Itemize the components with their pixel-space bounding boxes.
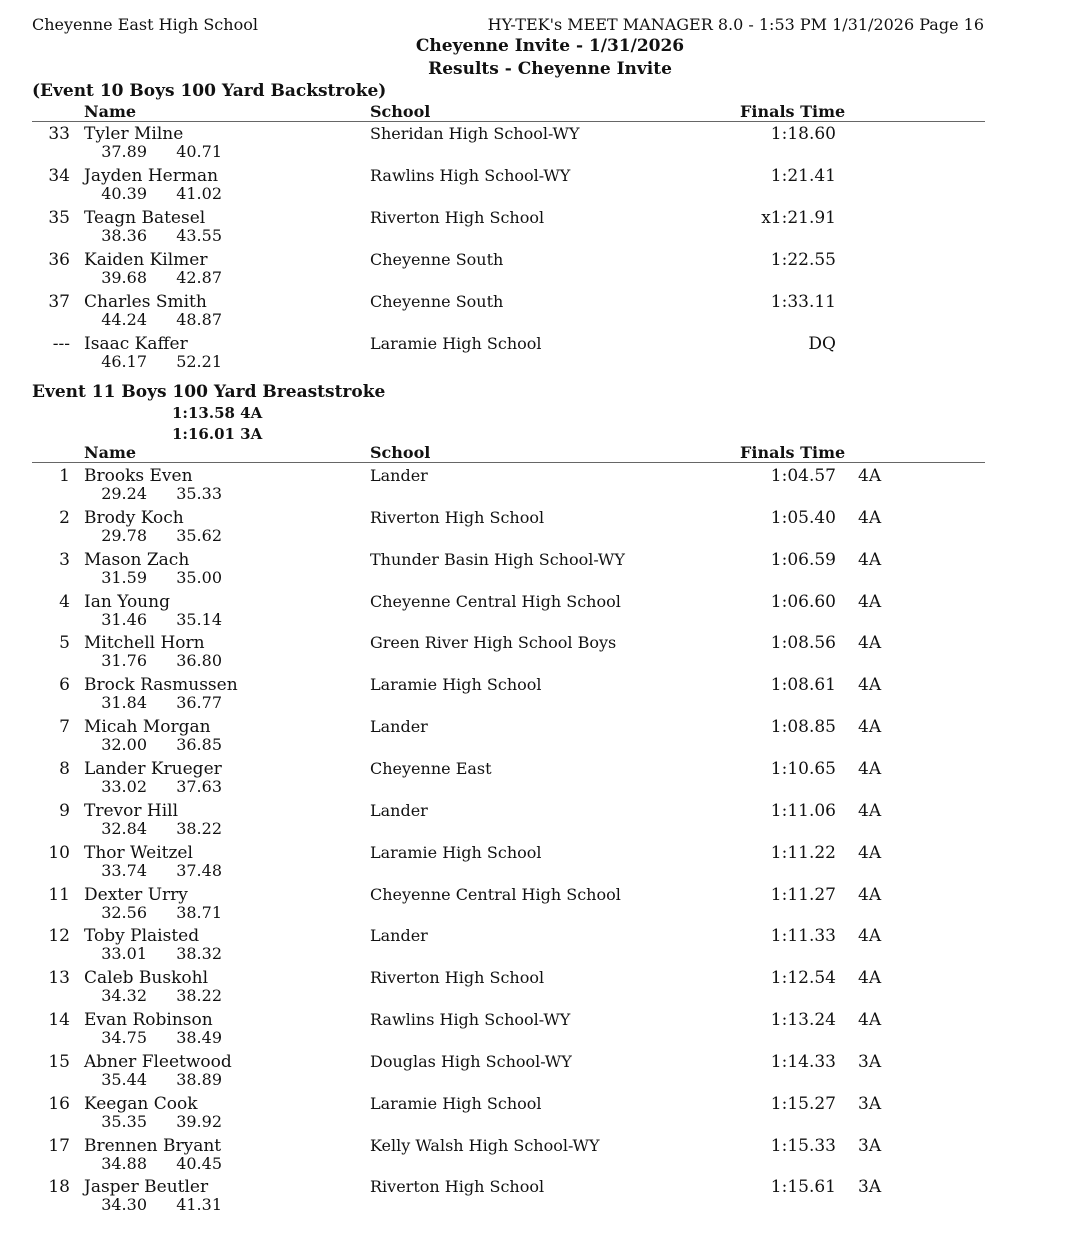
finals-time: 1:06.59 (770, 549, 836, 570)
result-row (0, 249, 1080, 291)
split-2: 35.62 (176, 525, 222, 545)
finals-time: 1:08.85 (770, 717, 836, 738)
column-school: School (370, 443, 431, 462)
split-2: 38.49 (176, 1028, 222, 1048)
result-row (0, 549, 1080, 591)
place-number: 3 (59, 549, 70, 570)
finals-time: 1:11.06 (770, 800, 836, 821)
column-finals-time: Finals Time (740, 443, 846, 462)
place-number: 35 (48, 207, 70, 228)
school-name: Cheyenne Central High School (370, 591, 621, 611)
school-name: Laramie High School (370, 1093, 542, 1113)
class-qualifier: 4A (858, 968, 882, 989)
school-name: Laramie High School (370, 333, 542, 353)
split-2: 39.92 (176, 1111, 222, 1131)
split-1: 37.89 (101, 142, 147, 161)
split-2: 48.87 (176, 309, 222, 329)
school-name: Green River High School Boys (370, 633, 617, 653)
split-2: 38.22 (176, 986, 222, 1006)
swimmer-name: Keegan Cook (84, 1093, 198, 1114)
split-1: 31.76 (101, 651, 147, 671)
place-number: 7 (59, 717, 70, 738)
event-11-title: Event 11 Boys 100 Yard Breaststroke (32, 382, 386, 402)
event-10-title: (Event 10 Boys 100 Yard Backstroke) (32, 81, 387, 101)
split-1: 31.84 (101, 693, 147, 713)
school-name: Riverton High School (370, 1177, 545, 1197)
swimmer-name: Brock Rasmussen (84, 675, 238, 696)
header-right: HY-TEK's MEET MANAGER 8.0 - 1:53 PM 1/31/2026 Page 16 (487, 15, 984, 34)
result-row (0, 465, 1080, 507)
class-qualifier: 4A (858, 507, 882, 528)
column-finals-time: Finals Time (740, 102, 846, 121)
event-10-column-headers (32, 103, 985, 122)
split-1: 35.44 (101, 1069, 147, 1089)
finals-time: 1:15.33 (770, 1135, 836, 1156)
place-number: 6 (59, 675, 70, 696)
place-number: 33 (48, 124, 70, 144)
split-1: 34.75 (101, 1028, 147, 1048)
swimmer-name: Thor Weitzel (84, 842, 193, 863)
place-number: 13 (48, 968, 70, 989)
split-2: 52.21 (176, 351, 222, 371)
class-qualifier: 4A (858, 675, 882, 696)
column-name: Name (84, 102, 137, 121)
school-name: Thunder Basin High School-WY (370, 549, 625, 569)
finals-time: 1:05.40 (770, 507, 836, 528)
swimmer-name: Brooks Even (84, 466, 193, 486)
finals-time: 1:18.60 (770, 124, 836, 144)
finals-time: 1:22.55 (770, 249, 836, 270)
swimmer-name: Mitchell Horn (84, 633, 205, 654)
column-name: Name (84, 443, 137, 462)
split-2: 41.31 (176, 1195, 222, 1215)
result-row (0, 165, 1080, 207)
result-row (0, 884, 1080, 926)
split-1: 31.46 (101, 609, 147, 629)
class-qualifier: 3A (858, 1177, 882, 1198)
swimmer-name: Micah Morgan (84, 717, 211, 738)
split-2: 37.63 (176, 776, 222, 796)
split-1: 39.68 (101, 267, 147, 287)
school-name: Laramie High School (370, 842, 542, 862)
place-number: 36 (48, 249, 70, 270)
split-1: 34.30 (101, 1195, 147, 1215)
school-name: Lander (370, 800, 428, 820)
swimmer-name: Evan Robinson (84, 1010, 213, 1031)
place-number: 37 (48, 291, 70, 312)
swimmer-name: Isaac Kaffer (84, 333, 188, 354)
swimmer-name: Ian Young (84, 591, 170, 612)
place-number: 10 (48, 842, 70, 863)
split-2: 35.14 (176, 609, 222, 629)
place-number: 16 (48, 1093, 70, 1114)
swimmer-name: Kaiden Kilmer (84, 249, 208, 270)
finals-time: 1:08.61 (770, 675, 836, 696)
result-row (0, 291, 1080, 333)
finals-time: 1:08.56 (770, 633, 836, 654)
split-1: 31.59 (101, 567, 147, 587)
split-1: 40.39 (101, 183, 147, 203)
school-name: Sheridan High School-WY (370, 124, 580, 143)
split-2: 35.33 (176, 484, 222, 503)
finals-time: 1:13.24 (770, 1010, 836, 1031)
split-2: 35.00 (176, 567, 222, 587)
result-row (0, 123, 1080, 165)
school-name: Cheyenne South (370, 249, 504, 269)
place-number: 9 (59, 800, 70, 821)
page-subtitle: Results - Cheyenne Invite (428, 59, 672, 79)
swimmer-name: Abner Fleetwood (84, 1051, 232, 1072)
finals-time: x1:21.91 (761, 207, 836, 228)
place-number: 12 (48, 926, 70, 947)
split-1: 44.24 (101, 309, 147, 329)
swimmer-name: Caleb Buskohl (84, 968, 209, 989)
event-11-standard-3a: 1:16.01 3A (172, 425, 263, 443)
swimmer-name: Mason Zach (84, 549, 190, 570)
split-2: 37.48 (176, 860, 222, 880)
school-name: Riverton High School (370, 968, 545, 988)
swimmer-name: Tyler Milne (84, 124, 184, 144)
class-qualifier: 4A (858, 800, 882, 821)
school-name: Riverton High School (370, 507, 545, 527)
class-qualifier: 3A (858, 1051, 882, 1072)
event-11-standard-4a: 1:13.58 4A (172, 404, 263, 422)
school-name: Lander (370, 466, 428, 485)
split-1: 33.01 (101, 944, 147, 964)
place-number: --- (52, 333, 70, 354)
finals-time: 1:10.65 (770, 758, 836, 779)
finals-time: 1:21.41 (770, 165, 836, 186)
swimmer-name: Lander Krueger (84, 758, 222, 779)
finals-time: 1:06.60 (770, 591, 836, 612)
header-left: Cheyenne East High School (32, 15, 258, 34)
split-1: 32.84 (101, 818, 147, 838)
split-1: 32.56 (101, 902, 147, 922)
result-row (0, 967, 1080, 1009)
split-2: 42.87 (176, 267, 222, 287)
school-name: Douglas High School-WY (370, 1051, 572, 1071)
result-row (0, 758, 1080, 800)
swimmer-name: Brody Koch (84, 507, 184, 528)
school-name: Kelly Walsh High School-WY (370, 1135, 600, 1155)
split-2: 38.89 (176, 1069, 222, 1089)
school-name: Cheyenne East (370, 758, 492, 778)
swimmer-name: Jasper Beutler (84, 1177, 209, 1198)
split-1: 29.78 (101, 525, 147, 545)
split-1: 32.00 (101, 735, 147, 755)
split-2: 41.02 (176, 183, 222, 203)
split-2: 40.45 (176, 1153, 222, 1173)
split-2: 38.71 (176, 902, 222, 922)
finals-time: 1:15.61 (770, 1177, 836, 1198)
result-row (0, 632, 1080, 674)
result-row (0, 800, 1080, 842)
split-2: 38.32 (176, 944, 222, 964)
class-qualifier: 4A (858, 633, 882, 654)
result-row (0, 207, 1080, 249)
split-2: 43.55 (176, 225, 222, 245)
place-number: 5 (59, 633, 70, 654)
split-1: 34.88 (101, 1153, 147, 1173)
place-number: 17 (48, 1135, 70, 1156)
swimmer-name: Charles Smith (84, 291, 207, 312)
split-2: 36.77 (176, 693, 222, 713)
result-row (0, 591, 1080, 633)
finals-time: 1:11.27 (770, 884, 836, 905)
split-1: 33.02 (101, 776, 147, 796)
split-1: 38.36 (101, 225, 147, 245)
class-qualifier: 4A (858, 717, 882, 738)
place-number: 18 (48, 1177, 70, 1198)
split-1: 34.32 (101, 986, 147, 1006)
place-number: 1 (59, 466, 70, 486)
result-row (0, 507, 1080, 549)
class-qualifier: 4A (858, 466, 882, 486)
school-name: Rawlins High School-WY (370, 165, 571, 185)
split-1: 33.74 (101, 860, 147, 880)
class-qualifier: 4A (858, 842, 882, 863)
result-row (0, 1093, 1080, 1135)
school-name: Laramie High School (370, 675, 542, 695)
class-qualifier: 4A (858, 591, 882, 612)
school-name: Lander (370, 717, 428, 737)
class-qualifier: 3A (858, 1135, 882, 1156)
page-title: Cheyenne Invite - 1/31/2026 (415, 36, 685, 56)
split-1: 46.17 (101, 351, 147, 371)
class-qualifier: 3A (858, 1093, 882, 1114)
split-2: 36.80 (176, 651, 222, 671)
swimmer-name: Brennen Bryant (84, 1135, 222, 1156)
school-name: Cheyenne South (370, 291, 504, 311)
finals-time: 1:11.22 (770, 842, 836, 863)
result-row (0, 842, 1080, 884)
place-number: 8 (59, 758, 70, 779)
split-1: 29.24 (101, 484, 147, 503)
swimmer-name: Trevor Hill (84, 800, 179, 821)
place-number: 11 (48, 884, 70, 905)
swimmer-name: Teagn Batesel (84, 207, 206, 228)
result-row (0, 674, 1080, 716)
split-1: 35.35 (101, 1111, 147, 1131)
class-qualifier: 4A (858, 758, 882, 779)
result-row (0, 925, 1080, 967)
finals-time: 1:15.27 (770, 1093, 836, 1114)
school-name: Rawlins High School-WY (370, 1010, 571, 1030)
result-row (0, 1176, 1080, 1218)
result-row (0, 1051, 1080, 1093)
event-11-column-headers (32, 444, 985, 463)
result-row (0, 333, 1080, 375)
school-name: Riverton High School (370, 207, 545, 227)
place-number: 15 (48, 1051, 70, 1072)
class-qualifier: 4A (858, 926, 882, 947)
result-row (0, 716, 1080, 758)
class-qualifier: 4A (858, 884, 882, 905)
result-row (0, 1009, 1080, 1051)
place-number: 14 (48, 1010, 70, 1031)
split-2: 40.71 (176, 142, 222, 161)
school-name: Lander (370, 926, 428, 946)
finals-time: DQ (808, 333, 836, 354)
class-qualifier: 4A (858, 549, 882, 570)
split-2: 36.85 (176, 735, 222, 755)
column-school: School (370, 102, 431, 121)
result-row (0, 1135, 1080, 1177)
swimmer-name: Dexter Urry (84, 884, 188, 905)
finals-time: 1:04.57 (770, 466, 836, 486)
split-2: 38.22 (176, 818, 222, 838)
swimmer-name: Jayden Herman (84, 165, 219, 186)
finals-time: 1:14.33 (770, 1051, 836, 1072)
class-qualifier: 4A (858, 1010, 882, 1031)
finals-time: 1:33.11 (770, 291, 836, 312)
school-name: Cheyenne Central High School (370, 884, 621, 904)
place-number: 34 (48, 165, 70, 186)
swimmer-name: Toby Plaisted (84, 926, 200, 947)
finals-time: 1:12.54 (770, 968, 836, 989)
finals-time: 1:11.33 (770, 926, 836, 947)
place-number: 2 (59, 507, 70, 528)
place-number: 4 (59, 591, 70, 612)
